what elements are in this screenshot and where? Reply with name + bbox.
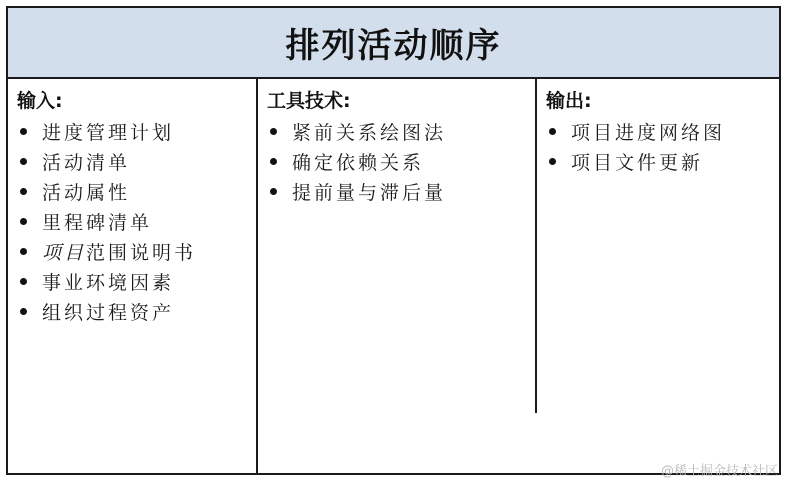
- list-item: [267, 146, 535, 176]
- list-item-text: 进度管理计划: [42, 121, 175, 144]
- list-item-text: 紧前关系绘图法: [292, 121, 447, 144]
- title-banner: [8, 8, 779, 79]
- tools-list: [267, 116, 535, 206]
- bullet-icon: [270, 128, 277, 135]
- bullet-icon: [549, 128, 556, 135]
- bullet-icon: [20, 218, 27, 225]
- columns: [8, 79, 779, 473]
- list-item-text: 范围说明书: [86, 241, 197, 264]
- list-item: [546, 146, 779, 176]
- list-item: [17, 266, 256, 296]
- list-item: [17, 296, 256, 326]
- list-item: [17, 206, 256, 236]
- tools-heading: 工具技术:: [267, 90, 351, 112]
- list-item: [17, 176, 256, 206]
- column-inputs: [8, 79, 256, 473]
- outputs-list: [546, 116, 779, 176]
- bullet-icon: [20, 188, 27, 195]
- diagram-title: 排列活动顺序: [285, 26, 502, 66]
- inputs-list: [17, 116, 256, 326]
- bullet-icon: [549, 158, 556, 165]
- bullet-icon: [20, 248, 27, 255]
- list-item-text: 项目进度网络图: [571, 121, 726, 144]
- list-item-text: 事业环境因素: [42, 271, 175, 294]
- list-item-italic-text: 项目: [42, 241, 87, 264]
- bullet-icon: [270, 158, 277, 165]
- bullet-icon: [20, 128, 27, 135]
- list-item-text: 组织过程资产: [42, 301, 175, 324]
- list-item: [267, 176, 535, 206]
- inputs-heading: 输入:: [17, 90, 63, 112]
- bullet-icon: [20, 308, 27, 315]
- list-item-text: 活动属性: [42, 181, 131, 204]
- divider-gap: [534, 413, 538, 473]
- list-item-text: 提前量与滞后量: [292, 181, 447, 204]
- bullet-icon: [20, 278, 27, 285]
- list-item-text: 活动清单: [42, 151, 131, 174]
- column-tools: [256, 79, 535, 473]
- column-outputs: [535, 79, 779, 473]
- list-item-text: 确定依赖关系: [292, 151, 425, 174]
- list-item: [17, 146, 256, 176]
- list-item: [546, 116, 779, 146]
- bullet-icon: [20, 158, 27, 165]
- diagram-frame: [6, 6, 781, 475]
- list-item: [17, 236, 256, 266]
- list-item-text: 里程碑清单: [42, 211, 153, 234]
- list-item-text: 项目文件更新: [571, 151, 704, 174]
- list-item: [17, 116, 256, 146]
- bullet-icon: [270, 188, 277, 195]
- list-item: [267, 116, 535, 146]
- outputs-heading: 输出:: [546, 90, 592, 112]
- watermark: @稀土掘金技术社区: [660, 464, 778, 479]
